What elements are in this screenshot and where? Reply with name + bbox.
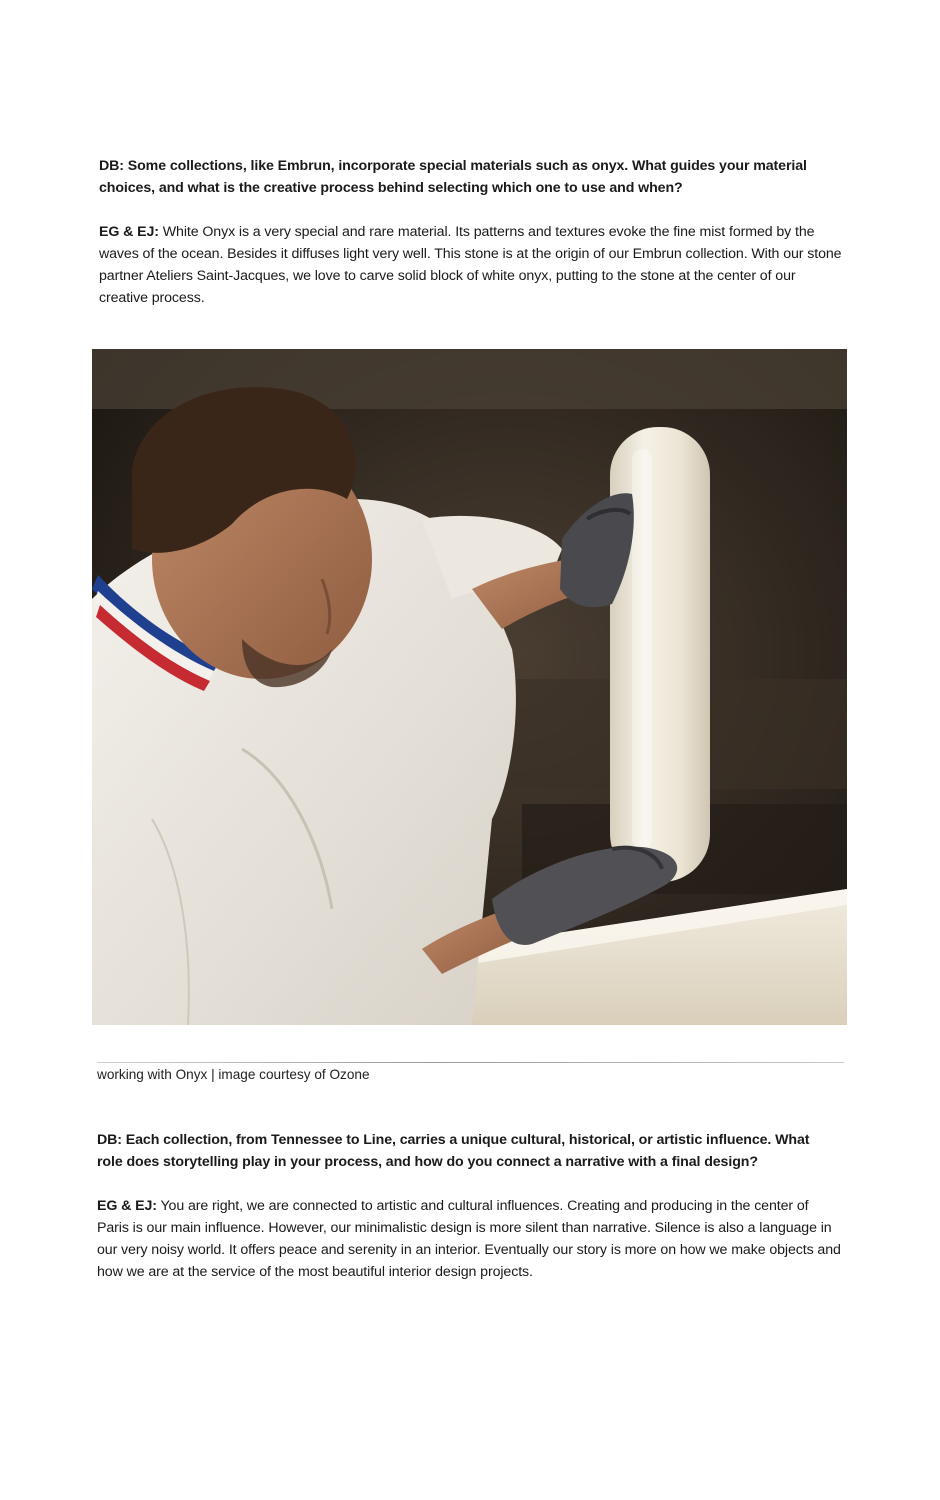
answer-2-text: You are right, we are connected to artistic and cultural influences. Creating and producing in the center of Paris is our main influence. However, our minimalistic design is more silent than narrative. Silence is also a language in our very noisy world. It offers peace and serenity in an interior. Eventually our story is more on how we make objects and how we are at the service of the most beautiful interior design projects. (97, 1198, 841, 1280)
answer-1-text: White Onyx is a very special and rare material. Its patterns and textures evoke the fine mist formed by the waves of the ocean. Besides it diffuses light very well. This stone is at the origin of our Embrun collection. With our stone partner Ateliers Saint-Jacques, we love to carve solid block of white onyx, putting to the stone at the center of our creative process. (99, 224, 842, 306)
answer-2-speaker: EG & EJ: (97, 1198, 157, 1214)
question-2: DB: Each collection, from Tennessee to Line, carries a unique cultural, historical, or artistic influence. What role does storytelling play in your process, and how do you connect a narrative with a final design? (97, 1132, 810, 1170)
onyx-photo-illustration (92, 349, 847, 1025)
answer-1-speaker: EG & EJ: (99, 224, 159, 240)
question-1: DB: Some collections, like Embrun, incorporate special materials such as onyx. What guides your material choices, and what is the creative process behind selecting which one to use and when? (99, 158, 807, 196)
answer-2 (97, 1195, 842, 1283)
caption-divider (97, 1062, 844, 1063)
onyx-photo (92, 349, 847, 1025)
photo-caption: working with Onyx | image courtesy of Ozone (97, 1067, 370, 1082)
answer-1 (99, 221, 847, 309)
